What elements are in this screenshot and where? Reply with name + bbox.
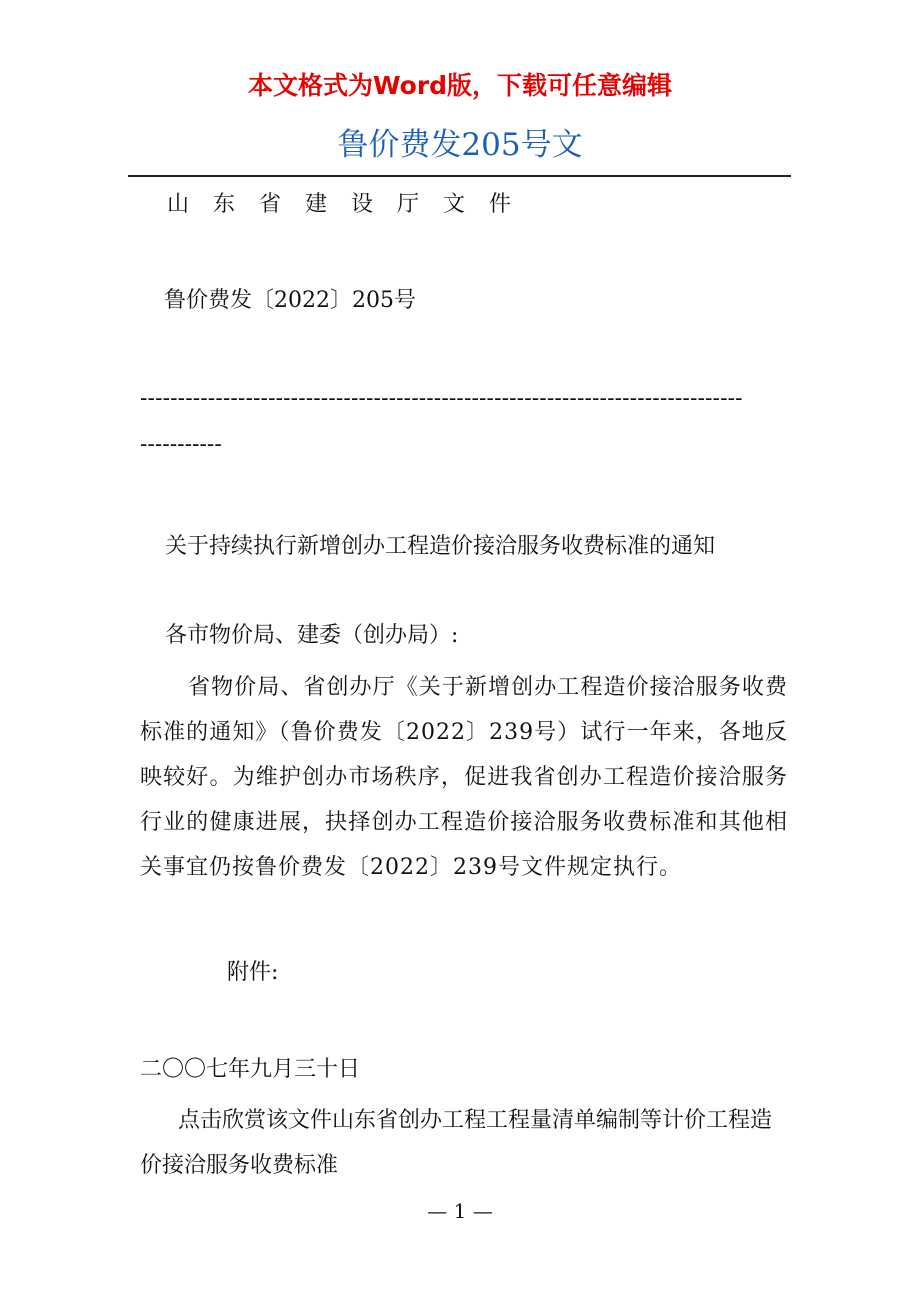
- attachment-label: 附件:: [227, 960, 279, 985]
- view-file-link-text: 点击欣赏该文件山东省创办工程工程量清单编制等计价工程造价接洽服务收费标准: [140, 1108, 773, 1178]
- header-rule: [128, 175, 791, 177]
- notice-subject: 关于持续执行新增创办工程造价接洽服务收费标准的通知: [165, 534, 716, 559]
- page-number: — 1 —: [427, 1199, 493, 1223]
- word-format-banner: 本文格式为Word版，下载可任意编辑: [247, 71, 673, 100]
- separator-line-continued: -----------: [140, 432, 222, 457]
- addressee: 各市物价局、建委（创办局）:: [165, 623, 459, 648]
- notice-body-paragraph: 省物价局、省创办厅《关于新增创办工程造价接洽服务收费标准的通知》（鲁价费发〔2022〕239号）试行一年来，各地反映较好。为维护创办市场秩序，促进我省创办工程造价接洽服务行业的健康进展，抉择创办工程造价接洽服务收费标准和其他相关事宜仍按鲁价费发〔2022〕239号文件规定执行。: [140, 675, 788, 880]
- issue-date: 二〇〇七年九月三十日: [140, 1057, 361, 1082]
- separator-line: --------------------------------------------------------------------------------: [140, 386, 743, 411]
- issuer-line: 山东省建设厅文件: [167, 192, 536, 217]
- document-title: 鲁价费发205号文: [337, 127, 583, 163]
- document-number: 鲁价费发〔2022〕205号: [164, 288, 416, 313]
